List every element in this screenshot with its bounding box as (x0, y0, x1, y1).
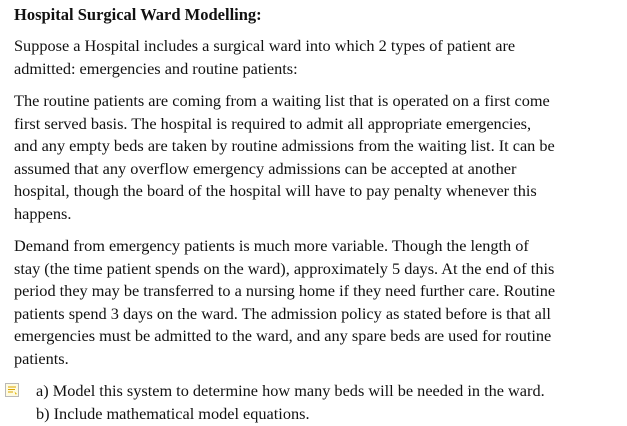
text-line: hospital, though the board of the hospital will have to pay penalty whenever this (14, 181, 537, 200)
question-list (14, 380, 614, 425)
routine-paragraph (14, 90, 614, 225)
text-line: Demand from emergency patients is much more variable. Though the length of (14, 236, 529, 255)
text-line: The routine patients are coming from a waiting list that is operated on a first come (14, 91, 550, 110)
document-title: Hospital Surgical Ward Modelling: (14, 5, 262, 24)
text-line: stay (the time patient spends on the ward), approximately 5 days. At the end of this (14, 258, 555, 278)
demand-paragraph (14, 235, 614, 370)
text-line: Suppose a Hospital includes a surgical ward into which 2 types of patient are (14, 36, 516, 55)
question-b: b) Include mathematical model equations. (36, 403, 310, 423)
text-line: admitted: emergencies and routine patients: (14, 58, 298, 78)
text-line: happens. (14, 203, 72, 223)
comment-note-icon[interactable] (5, 383, 19, 397)
intro-paragraph (14, 35, 614, 80)
text-line: assumed that any overflow emergency admissions can be accepted at another (14, 158, 517, 178)
text-line: and any empty beds are taken by routine admissions from the waiting list. It can be (14, 136, 555, 155)
question-a: a) Model this system to determine how many beds will be needed in the ward. (36, 381, 545, 400)
text-line: patients spend 3 days on the ward. The admission policy as stated before is that all (14, 303, 551, 323)
text-line: patients. (14, 348, 69, 368)
text-line: emergencies must be admitted to the ward, and any spare beds are used for routine (14, 326, 552, 345)
text-line: first served basis. The hospital is required to admit all appropriate emergencies, (14, 113, 532, 133)
document (14, 4, 614, 425)
text-line: period they may be transferred to a nursing home if they need further care. Routine (14, 281, 556, 300)
